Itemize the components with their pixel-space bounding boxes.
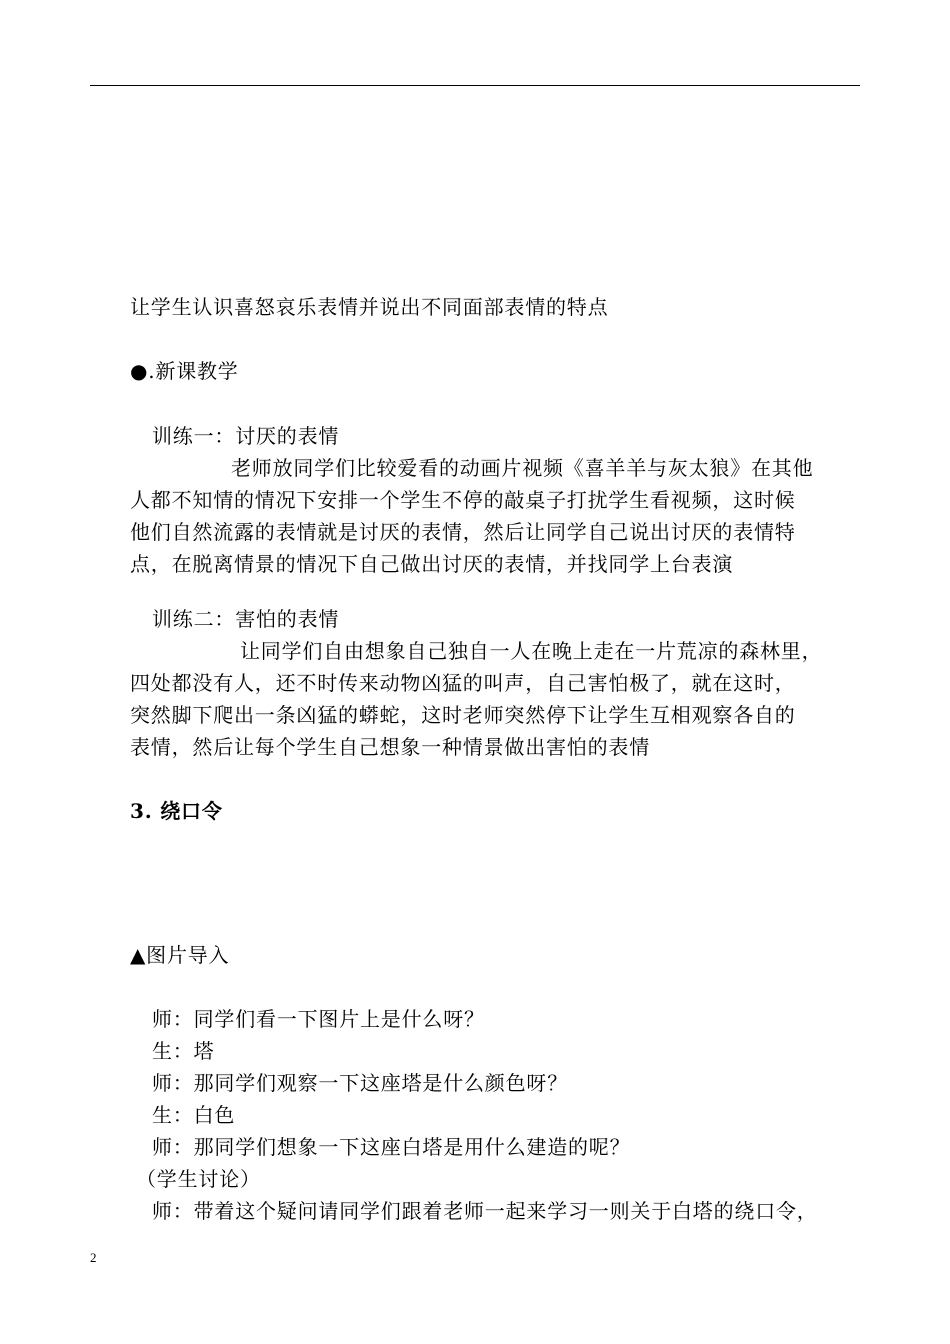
training-two-line: 突然脚下爬出一条凶猛的蟒蛇，这时老师突然停下让学生互相观察各自的 (130, 703, 796, 727)
dialogue-line: 师：那同学们想象一下这座白塔是用什么建造的呢？ (152, 1135, 631, 1159)
training-two-title: 训练二：害怕的表情 (152, 607, 340, 631)
training-one-line: 点，在脱离情景的情况下自己做出讨厌的表情，并找同学上台表演 (130, 552, 734, 576)
section-heading-new-lesson: ●.新课教学 (130, 359, 239, 383)
training-one-line: 老师放同学们比较爱看的动画片视频《喜羊羊与灰太狼》在其他 (231, 456, 814, 480)
training-two-line: 表情，然后让每个学生自己想象一种情景做出害怕的表情 (130, 735, 650, 759)
training-two-line: 让同学们自由想象自己独自一人在晚上走在一片荒凉的森林里， (240, 639, 823, 663)
dialogue-line: （学生讨论） (136, 1167, 261, 1191)
training-one-line: 他们自然流露的表情就是讨厌的表情，然后让同学自己说出讨厌的表情特 (130, 520, 796, 544)
header-rule (90, 85, 860, 86)
dialogue-line: 生：塔 (152, 1039, 215, 1063)
training-one-line: 人都不知情的情况下安排一个学生不停的敲桌子打扰学生看视频，这时候 (130, 488, 796, 512)
training-two-line: 四处都没有人，还不时传来动物凶猛的叫声，自己害怕极了，就在这时， (130, 671, 796, 695)
dialogue-line: 师：带着这个疑问请同学们跟着老师一起来学习一则关于白塔的绕口令， (152, 1199, 818, 1223)
dialogue-line: 师：同学们看一下图片上是什么呀？ (152, 1007, 485, 1031)
intro-text: 让学生认识喜怒哀乐表情并说出不同面部表情的特点 (130, 295, 609, 319)
dialogue-line: 生：白色 (152, 1103, 236, 1127)
page-number: 2 (90, 1250, 97, 1265)
dialogue-line: 师：那同学们观察一下这座塔是什么颜色呀？ (152, 1071, 568, 1095)
section-heading-tongue-twister: 3. 绕口令 (130, 799, 223, 823)
training-one-title: 训练一：讨厌的表情 (152, 424, 340, 448)
picture-intro-heading: ▲图片导入 (130, 943, 230, 967)
